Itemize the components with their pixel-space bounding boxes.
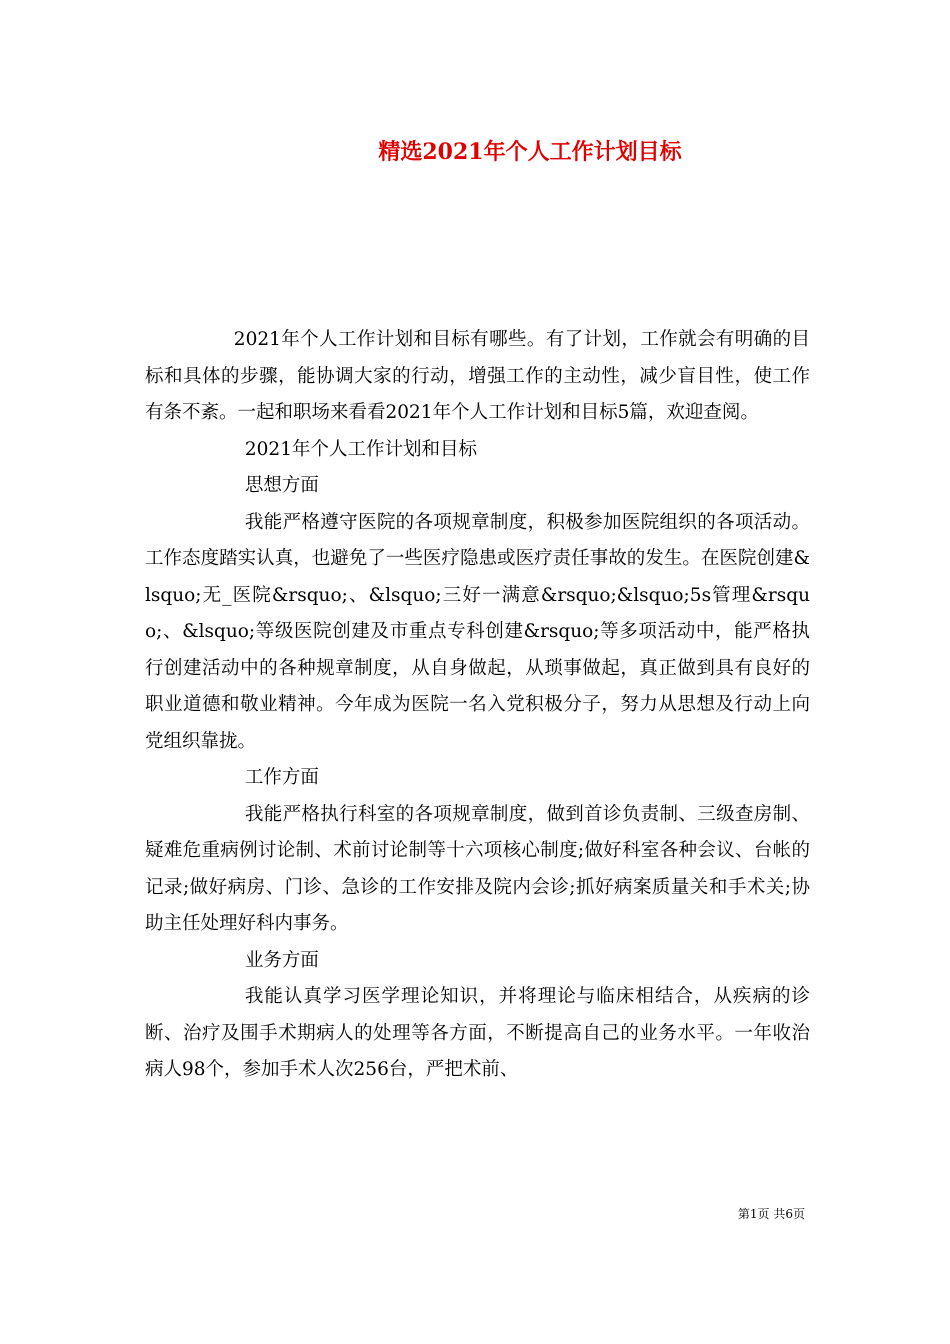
section-heading-business: 业务方面 [244,949,319,971]
section-heading-thought: 思想方面 [244,475,319,496]
section-heading-work: 工作方面 [244,767,319,788]
business-paragraph: 我能认真学习医学理论知识，并将理论与临床相结合，从疾病的诊断、治疗及围手术期病人的处理等各方面，不断提高自己的业务水平。一年收治病人98个，参加手术人次256台，严把术前、 [145,986,810,1080]
document-title: 精选2021年个人工作计划目标 [378,139,682,165]
intro-paragraph: 2021年个人工作计划和目标有哪些。有了计划，工作就会有明确的目标和具体的步骤，能协调大家的行动，增强工作的主动性，减少盲目性，使工作有条不紊。一起和职场来看看2021年个人工作计划和目标5篇，欢迎查阅。 [145,329,810,423]
document-body [145,322,810,1089]
section-heading-plan: 2021年个人工作计划和目标 [244,438,477,460]
work-paragraph: 我能严格执行科室的各项规章制度，做到首诊负责制、三级查房制、疑难危重病例讨论制、术前讨论制等十六项核心制度;做好科室各种会议、台帐的记录;做好病房、门诊、急诊的工作安排及院内会诊;抓好病案质量关和手术关;协助主任处理好科内事务。 [145,803,810,934]
thought-paragraph: 我能严格遵守医院的各项规章制度，积极参加医院组织的各项活动。工作态度踏实认真，也避免了一些医疗隐患或医疗责任事故的发生。在医院创建&lsquo;无_医院&rsquo;、&lsquo;三好一满意&rsquo;&lsquo;5s管理&rsquo;、&lsquo;等级医院创建及市重点专科创建&rsquo;等多项活动中，能严格执行创建活动中的各种规章制度，从自身做起，从琐事做起，真正做到具有良好的职业道德和敬业精神。今年成为医院一名入党积极分子，努力从思想及行动上向党组织靠拢。 [145,511,810,752]
page-number-footer: 第1页 共6页 [737,1207,805,1221]
